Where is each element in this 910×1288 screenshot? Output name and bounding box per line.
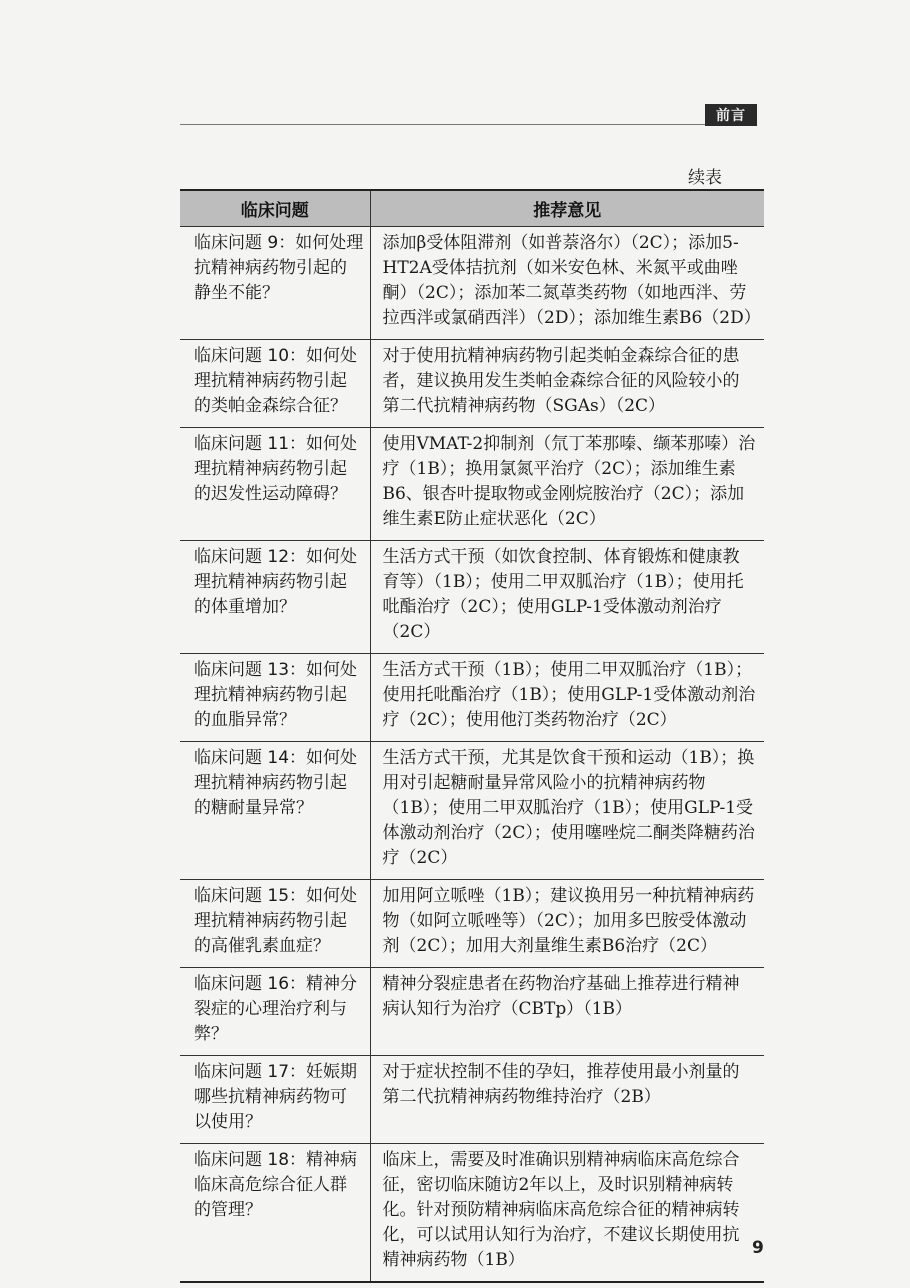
recommendation-cell: 临床上，需要及时准确识别精神病临床高危综合征，密切临床随访2年以上，及时识别精神病转化。针对预防精神病临床高危综合征的精神病转化，可以试用认知行为治疗，不建议长期使用抗精神病药物（1B） — [370, 1144, 764, 1283]
question-cell: 临床问题 11：如何处理抗精神病药物引起的迟发性运动障碍？ — [180, 428, 370, 541]
recommendation-cell: 加用阿立哌唑（1B）；建议换用另一种抗精神病药物（如阿立哌唑等）（2C）；加用多巴胺受体激动剂（2C）；加用大剂量维生素B6治疗（2C） — [370, 880, 764, 968]
column-header-question: 临床问题 — [180, 190, 370, 227]
recommendation-cell: 对于症状控制不佳的孕妇，推荐使用最小剂量的第二代抗精神病药物维持治疗（2B） — [370, 1056, 764, 1144]
question-cell: 临床问题 16：精神分裂症的心理治疗利与弊？ — [180, 968, 370, 1056]
table-row — [180, 654, 764, 742]
recommendation-cell: 生活方式干预（如饮食控制、体育锻炼和健康教育等）（1B）；使用二甲双胍治疗（1B）；使用托吡酯治疗（2C）；使用GLP-1受体激动剂治疗（2C） — [370, 541, 764, 654]
recommendation-cell: 生活方式干预，尤其是饮食干预和运动（1B）；换用对引起糖耐量异常风险小的抗精神病药物（1B）；使用二甲双胍治疗（1B）；使用GLP-1受体激动剂治疗（2C）；使用噻唑烷二酮类降糖药治疗（2C） — [370, 742, 764, 880]
table-row — [180, 340, 764, 428]
recommendation-cell: 添加β受体阻滞剂（如普萘洛尔）（2C）；添加5-HT2A受体拮抗剂（如米安色林、米氮平或曲唑酮）（2C）；添加苯二氮䓬类药物（如地西泮、劳拉西泮或氯硝西泮）（2D）；添加维生素B6（2D） — [370, 227, 764, 340]
question-cell: 临床问题 10：如何处理抗精神病药物引起的类帕金森综合征？ — [180, 340, 370, 428]
recommendation-cell: 对于使用抗精神病药物引起类帕金森综合征的患者，建议换用发生类帕金森综合征的风险较小的第二代抗精神病药物（SGAs）（2C） — [370, 340, 764, 428]
table-row — [180, 541, 764, 654]
question-cell: 临床问题 18：精神病临床高危综合征人群的管理？ — [180, 1144, 370, 1283]
section-tag: 前言 — [705, 104, 757, 126]
table-row — [180, 880, 764, 968]
table-row — [180, 227, 764, 340]
column-header-recommendation: 推荐意见 — [370, 190, 764, 227]
question-cell: 临床问题 13：如何处理抗精神病药物引起的血脂异常？ — [180, 654, 370, 742]
question-cell: 临床问题 12：如何处理抗精神病药物引起的体重增加？ — [180, 541, 370, 654]
continued-label: 续表 — [688, 168, 722, 188]
recommendation-table — [180, 189, 764, 1283]
question-cell: 临床问题 17：妊娠期哪些抗精神病药物可以使用？ — [180, 1056, 370, 1144]
recommendation-cell: 使用VMAT-2抑制剂（氘丁苯那嗪、缬苯那嗪）治疗（1B）；换用氯氮平治疗（2C）；添加维生素B6、银杏叶提取物或金刚烷胺治疗（2C）；添加维生素E防止症状恶化（2C） — [370, 428, 764, 541]
recommendation-cell: 精神分裂症患者在药物治疗基础上推荐进行精神病认知行为治疗（CBTp）（1B） — [370, 968, 764, 1056]
table-row — [180, 1056, 764, 1144]
recommendation-cell: 生活方式干预（1B）；使用二甲双胍治疗（1B）；使用托吡酯治疗（1B）；使用GLP-1受体激动剂治疗（2C）；使用他汀类药物治疗（2C） — [370, 654, 764, 742]
question-cell: 临床问题 15：如何处理抗精神病药物引起的高催乳素血症？ — [180, 880, 370, 968]
question-cell: 临床问题 14：如何处理抗精神病药物引起的糖耐量异常？ — [180, 742, 370, 880]
header-rule — [180, 124, 705, 125]
question-cell: 临床问题 9：如何处理抗精神病药物引起的静坐不能？ — [180, 227, 370, 340]
table-row — [180, 1144, 764, 1283]
table-row — [180, 742, 764, 880]
page-number: 9 — [752, 1238, 764, 1258]
table-row — [180, 428, 764, 541]
table-row — [180, 968, 764, 1056]
table-header-row — [180, 190, 764, 227]
